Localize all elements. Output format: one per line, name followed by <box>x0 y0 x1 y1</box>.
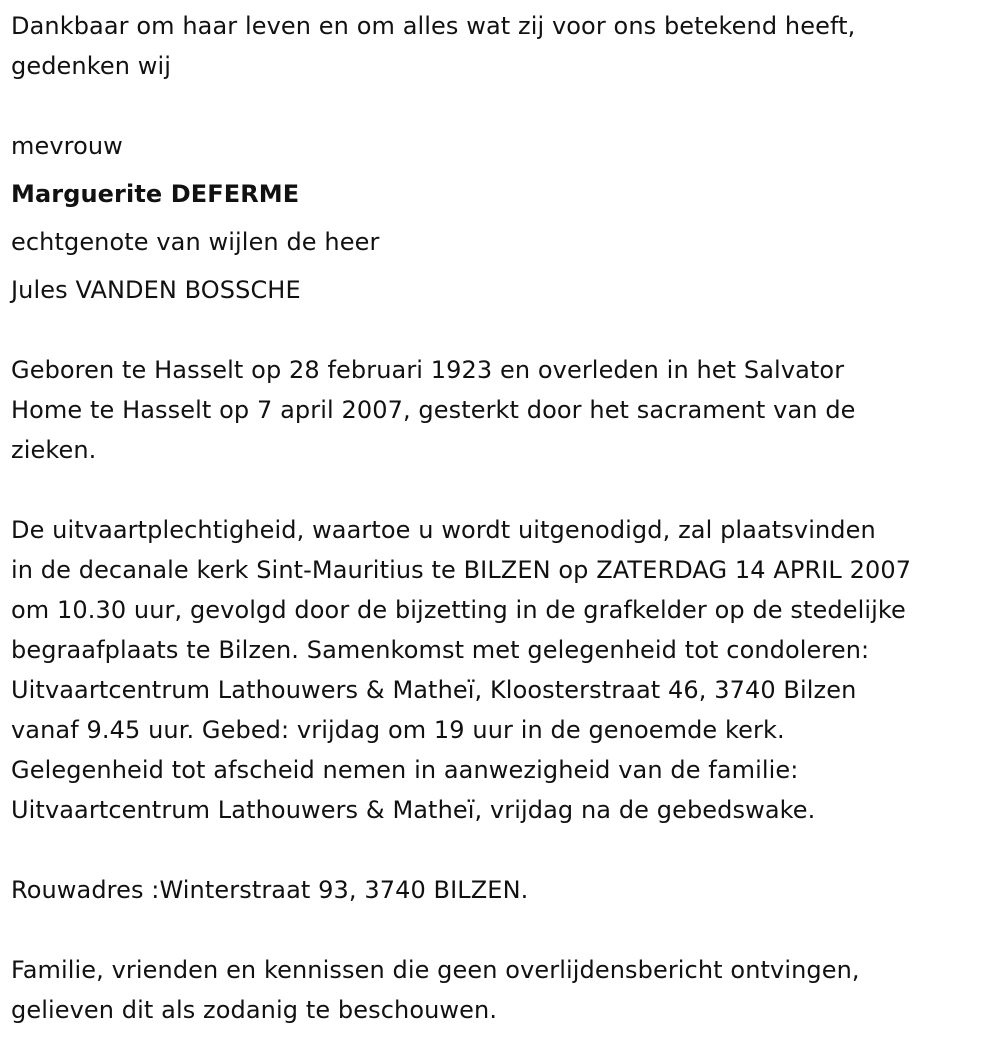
mourning-address: Rouwadres :Winterstraat 93, 3740 BILZEN. <box>11 876 529 904</box>
ceremony-line-8: Uitvaartcentrum Lathouwers & Matheï, vrijdag na de gebedswake. <box>11 796 816 824</box>
birth-death-line-3: zieken. <box>11 436 97 464</box>
closing-line-2: gelieven dit als zodanig te beschouwen. <box>11 996 498 1024</box>
deceased-name: Marguerite DEFERME <box>11 180 300 208</box>
ceremony-line-5: Uitvaartcentrum Lathouwers & Matheï, Kloosterstraat 46, 3740 Bilzen <box>11 676 857 704</box>
ceremony-line-6: vanaf 9.45 uur. Gebed: vrijdag om 19 uur in de genoemde kerk. <box>11 716 785 744</box>
ceremony-line-4: begraafplaats te Bilzen. Samenkomst met gelegenheid tot condoleren: <box>11 636 870 664</box>
person-title: mevrouw <box>11 132 123 160</box>
relation-line: echtgenote van wijlen de heer <box>11 228 380 256</box>
closing-line-1: Familie, vrienden en kennissen die geen overlijdensbericht ontvingen, <box>11 956 860 984</box>
birth-death-line-1: Geboren te Hasselt op 28 februari 1923 en overleden in het Salvator <box>11 356 845 384</box>
intro-line-2: gedenken wij <box>11 52 172 80</box>
intro-line-1: Dankbaar om haar leven en om alles wat zij voor ons betekend heeft, <box>11 12 856 40</box>
spouse-name: Jules VANDEN BOSSCHE <box>11 276 301 304</box>
ceremony-line-7: Gelegenheid tot afscheid nemen in aanwezigheid van de familie: <box>11 756 799 784</box>
ceremony-line-1: De uitvaartplechtigheid, waartoe u wordt uitgenodigd, zal plaatsvinden <box>11 516 876 544</box>
ceremony-line-2: in de decanale kerk Sint-Mauritius te BILZEN op ZATERDAG 14 APRIL 2007 <box>11 556 912 584</box>
ceremony-line-3: om 10.30 uur, gevolgd door de bijzetting in de grafkelder op de stedelijke <box>11 596 906 624</box>
birth-death-line-2: Home te Hasselt op 7 april 2007, gesterkt door het sacrament van de <box>11 396 856 424</box>
